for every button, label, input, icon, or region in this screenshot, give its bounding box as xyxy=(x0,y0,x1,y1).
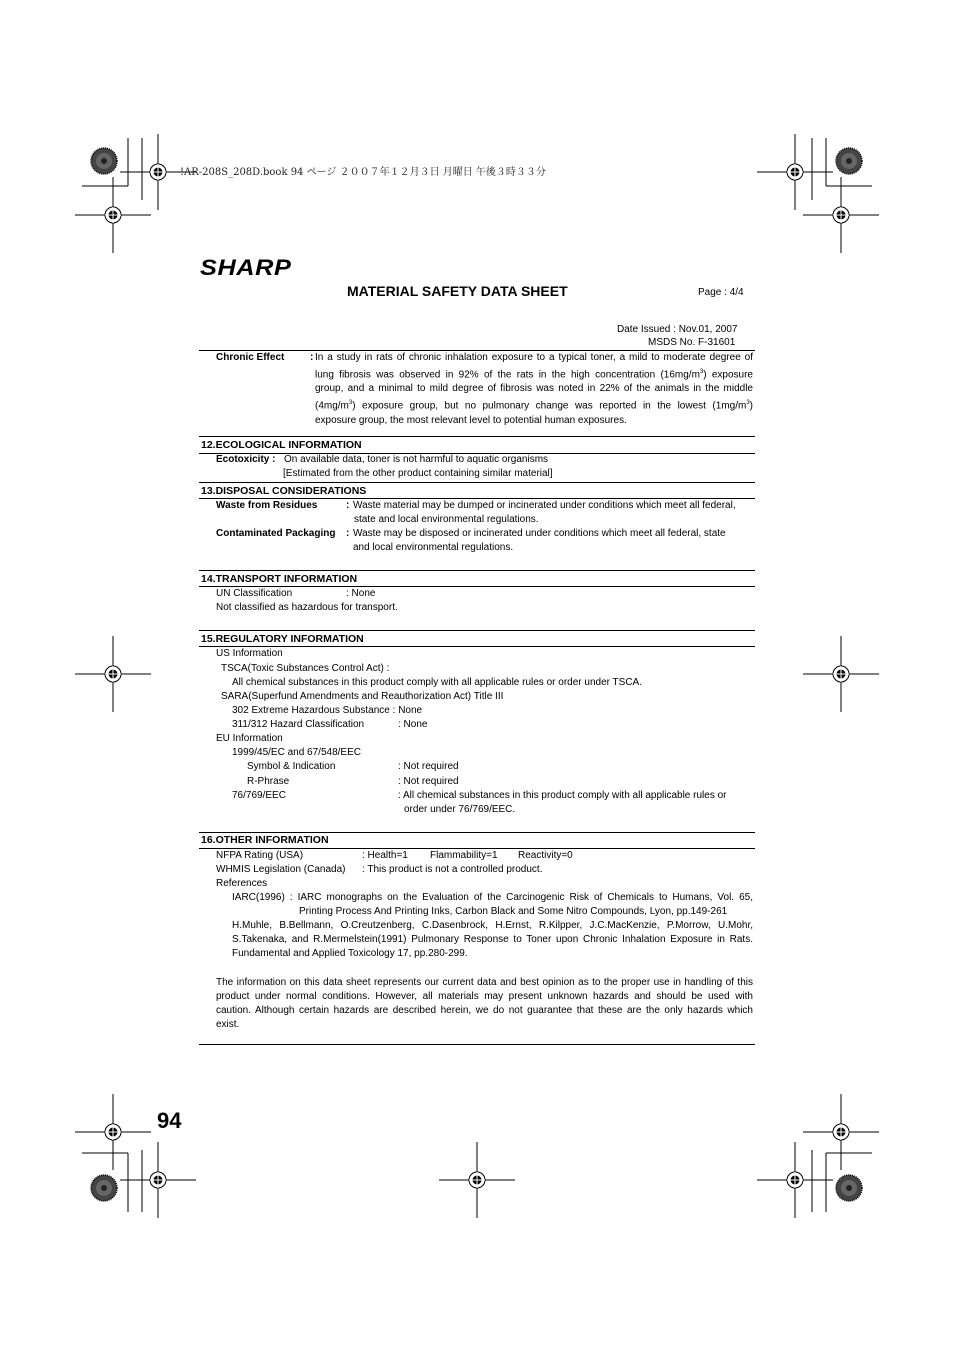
registration-cross-icon xyxy=(75,1094,151,1170)
sharp-logo: SHARP xyxy=(200,255,292,280)
rphrase-value: : Not required xyxy=(398,776,459,787)
chronic-effect-text: In a study in rats of chronic inhalation exposure to a typical toner, a mild to moderate degree of lung fibrosis was observed in 92% of the rats in the high concentration $(16mg/m^3)$ exposure group, and a minimal to mild degree of fibrosis was noted in 22% of the animals in the middle $(4mg/m^3)$ exposure group, but no pulmonary change was reported in the lowest $(1mg/m^3)$ exposure group, the most relevant level to potential human exposures. xyxy=(315,352,753,426)
chronic-colon: : xyxy=(310,352,314,363)
reference-iarc-2: Printing Process And Printing Inks, Carbon Black and Some Nitro Compounds, Lyon, pp.149-261 xyxy=(299,906,728,917)
registration-cross-icon xyxy=(757,134,833,210)
registration-cross-icon xyxy=(757,1142,833,1218)
eec76-value-2: order under 76/769/EEC. xyxy=(404,804,516,815)
symbol-label: Symbol & Indication xyxy=(247,761,336,772)
packaging-label: Contaminated Packaging xyxy=(216,528,336,539)
registration-cross-icon xyxy=(75,636,151,712)
registration-cross-icon xyxy=(75,177,151,253)
rphrase-label: R-Phrase xyxy=(247,776,290,787)
registration-star-icon xyxy=(91,148,117,174)
section-13-heading: 13.DISPOSAL CONSIDERATIONS xyxy=(201,485,367,497)
sara-302: 302 Extreme Hazardous Substance : None xyxy=(232,705,423,716)
eec76-label: 76/769/EEC xyxy=(232,790,286,801)
whmis-label: WHMIS Legislation (Canada) xyxy=(216,864,346,875)
disclaimer: The information on this data sheet represents our current data and best opinion as to the proper use in handling of this product under normal conditions. However, all materials may present unknown hazards and should be used with caution. Although certain hazards are described herein, we do not guarantee that these are the only hazards which exist. xyxy=(216,977,753,1030)
packaging-text: Waste may be disposed or incinerated under conditions which meet all federal, state xyxy=(353,528,726,539)
nfpa-flammability: Flammability=1 xyxy=(430,850,498,861)
ecotoxicity-text: On available data, toner is not harmful to aquatic organisms xyxy=(284,454,549,465)
section-14-heading: 14.TRANSPORT INFORMATION xyxy=(201,573,358,585)
eu-information: EU Information xyxy=(216,733,283,744)
eec-directive: 1999/45/EC and 67/548/EEC xyxy=(232,747,361,758)
chronic-effect-label: Chronic Effect xyxy=(216,352,285,363)
packaging-text-2: and local environmental regulations. xyxy=(353,542,514,553)
tsca-text: All chemical substances in this product comply with all applicable rules or order under TSCA. xyxy=(232,677,643,688)
registration-cross-icon xyxy=(803,177,879,253)
transport-note: Not classified as hazardous for transport. xyxy=(216,602,398,613)
waste-text-2: state and local environmental regulations. xyxy=(354,514,539,525)
document-title: MATERIAL SAFETY DATA SHEET xyxy=(347,283,568,299)
nfpa-reactivity: Reactivity=0 xyxy=(518,850,573,861)
divider xyxy=(199,436,755,437)
msds-number: MSDS No. F-31601 xyxy=(648,337,736,348)
ecotoxicity-note: [Estimated from the other product containing similar material] xyxy=(283,468,553,479)
nfpa-label: NFPA Rating (USA) xyxy=(216,850,304,861)
reference-iarc: IARC(1996) : IARC monographs on the Evaluation of the Carcinogenic Risk of Chemicals to Humans, Vol. 65, xyxy=(232,892,753,903)
un-classification-label: UN Classification xyxy=(216,588,293,599)
print-header: !AR-208S_208D.book 94 ページ ２００７年１２月３日 月曜日 午後３時３３分 xyxy=(180,167,546,178)
section-16-heading: 16.OTHER INFORMATION xyxy=(201,834,329,846)
page-number: 94 xyxy=(157,1108,182,1133)
divider xyxy=(199,1044,755,1045)
registration-star-icon xyxy=(91,1175,117,1201)
packaging-colon: : xyxy=(346,528,350,539)
page-label: Page : 4/4 xyxy=(698,287,744,298)
sara-311-value: : None xyxy=(398,719,428,730)
references-label: References xyxy=(216,878,268,889)
tsca-label: TSCA(Toxic Substances Control Act) : xyxy=(221,663,390,674)
registration-cross-icon xyxy=(439,1142,515,1218)
waste-text: Waste material may be dumped or incinerated under conditions which meet all federal, xyxy=(353,500,736,511)
un-classification-value: : None xyxy=(346,588,376,599)
waste-colon: : xyxy=(346,500,350,511)
reference-muhle: H.Muhle, B.Bellmann, O.Creutzenberg, C.Dasenbrock, H.Ernst, R.Kilpper, J.C.MacKenzie, P.Morrow, U.Mohr, S.Takenaka, and R.Mermelstein(1991) Pulmonary Response to Toner upon Chronic Inhalation Exposure in Rats. Fundamental and Applied Toxicology 17, pp.280-299. xyxy=(232,920,753,959)
eec76-value: : All chemical substances in this product comply with all applicable rules or xyxy=(398,790,727,801)
date-issued: Date Issued : Nov.01, 2007 xyxy=(617,324,738,335)
sara-label: SARA(Superfund Amendments and Reauthorization Act) Title III xyxy=(221,691,504,702)
registration-star-icon xyxy=(836,148,862,174)
nfpa-health: : Health=1 xyxy=(362,850,408,861)
registration-cross-icon xyxy=(803,636,879,712)
sara-311-label: 311/312 Hazard Classification xyxy=(232,719,365,730)
ecotoxicity-label: Ecotoxicity : xyxy=(216,454,276,465)
registration-cross-icon xyxy=(120,1142,196,1218)
divider xyxy=(199,570,755,571)
section-12-heading: 12.ECOLOGICAL INFORMATION xyxy=(201,439,362,451)
divider xyxy=(199,630,755,631)
whmis-value: : This product is not a controlled product. xyxy=(362,864,543,875)
waste-label: Waste from Residues xyxy=(216,500,318,511)
divider xyxy=(199,482,755,483)
section-15-heading: 15.REGULATORY INFORMATION xyxy=(201,633,364,645)
us-information: US Information xyxy=(216,648,283,659)
symbol-value: : Not required xyxy=(398,761,459,772)
registration-star-icon xyxy=(836,1175,862,1201)
registration-cross-icon xyxy=(803,1094,879,1170)
